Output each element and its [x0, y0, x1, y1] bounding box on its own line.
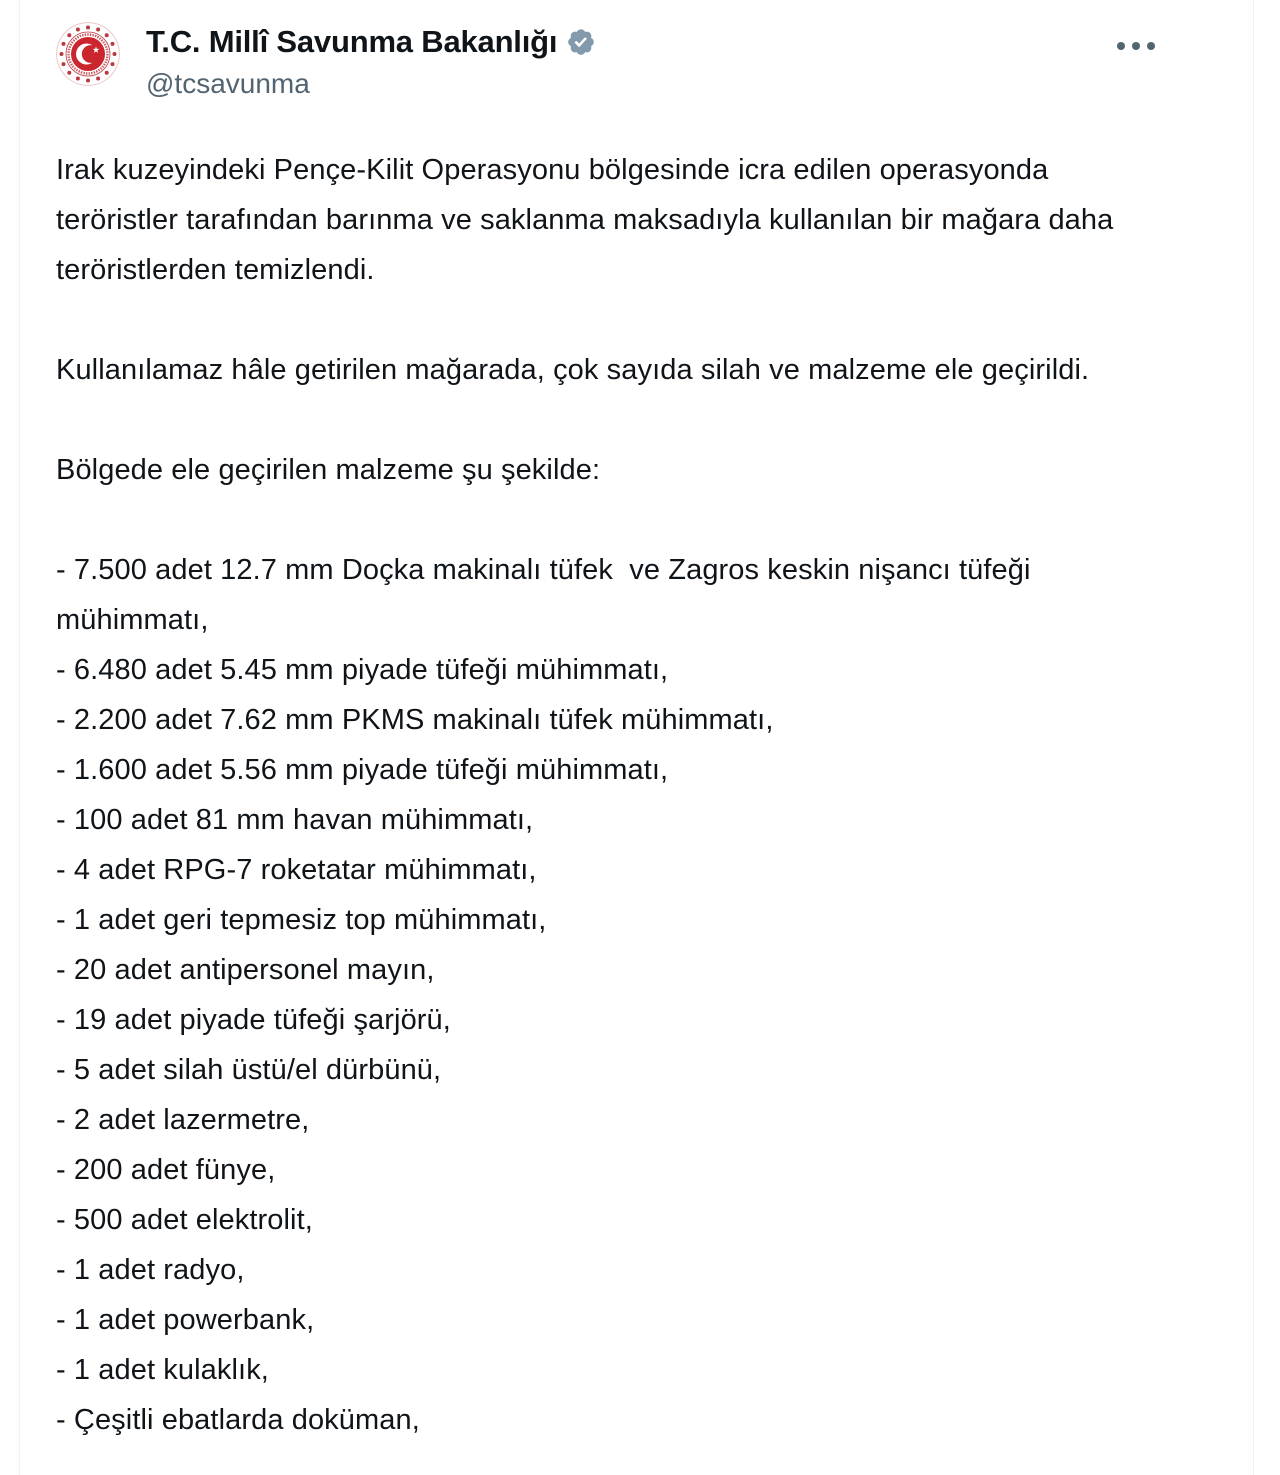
tweet-paragraph: Irak kuzeyindeki Pençe-Kilit Operasyonu bölgesinde icra edilen operasyonda teröristler tarafından barınma ve saklanma maksadıyla kullanılan bir mağara daha teröristlerden temizlendi.: [56, 154, 1122, 286]
author-handle[interactable]: @tcsavunma: [146, 68, 310, 99]
avatar[interactable]: [56, 22, 120, 86]
more-dots-icon: [1117, 42, 1125, 50]
list-item: - Çeşitli ebatlarda doküman,: [56, 1404, 420, 1436]
list-item: - 1 adet powerbank,: [56, 1304, 315, 1336]
list-item: - 1 adet geri tepmesiz top mühimmatı,: [56, 904, 547, 936]
list-item: - 6.480 adet 5.45 mm piyade tüfeği mühimmatı,: [56, 654, 669, 686]
list-item: - 4 adet RPG-7 roketatar mühimmatı,: [56, 854, 537, 886]
more-menu-button[interactable]: [1111, 36, 1161, 56]
tweet-header: [56, 22, 1197, 101]
verified-badge-icon[interactable]: [566, 27, 596, 57]
list-item: - 1.600 adet 5.56 mm piyade tüfeği mühimmatı,: [56, 754, 669, 786]
more-dots-icon: [1132, 42, 1140, 50]
list-item: - 5 adet silah üstü/el dürbünü,: [56, 1054, 442, 1086]
list-item: - 200 adet fünye,: [56, 1154, 276, 1186]
list-item: - 2.200 adet 7.62 mm PKMS makinalı tüfek mühimmatı,: [56, 704, 774, 736]
list-item: - 7.500 adet 12.7 mm Doçka makinalı tüfek ve Zagros keskin nişancı tüfeği mühimmatı,: [56, 554, 1039, 636]
ministry-emblem-icon: [56, 22, 120, 86]
list-item: - 2 adet lazermetre,: [56, 1104, 310, 1136]
list-item: - 500 adet elektrolit,: [56, 1204, 313, 1236]
tweet-paragraph: Bölgede ele geçirilen malzeme şu şekilde:: [56, 454, 601, 486]
author-name-row[interactable]: [146, 23, 596, 61]
list-item: - 20 adet antipersonel mayın,: [56, 954, 435, 986]
tweet-text: [56, 145, 1166, 1445]
seized-items-list: [56, 545, 1166, 1445]
list-item: - 1 adet radyo,: [56, 1254, 245, 1286]
more-dots-icon: [1147, 42, 1155, 50]
list-item: - 19 adet piyade tüfeği şarjörü,: [56, 1004, 451, 1036]
author-display-name[interactable]: T.C. Millî Savunma Bakanlığı: [146, 24, 558, 59]
tweet-paragraph: Kullanılamaz hâle getirilen mağarada, çok sayıda silah ve malzeme ele geçirildi.: [56, 354, 1090, 386]
list-item: - 1 adet kulaklık,: [56, 1354, 269, 1386]
list-item: - 100 adet 81 mm havan mühimmatı,: [56, 804, 534, 836]
author-names: [146, 22, 596, 101]
tweet-card: [19, 0, 1254, 1475]
